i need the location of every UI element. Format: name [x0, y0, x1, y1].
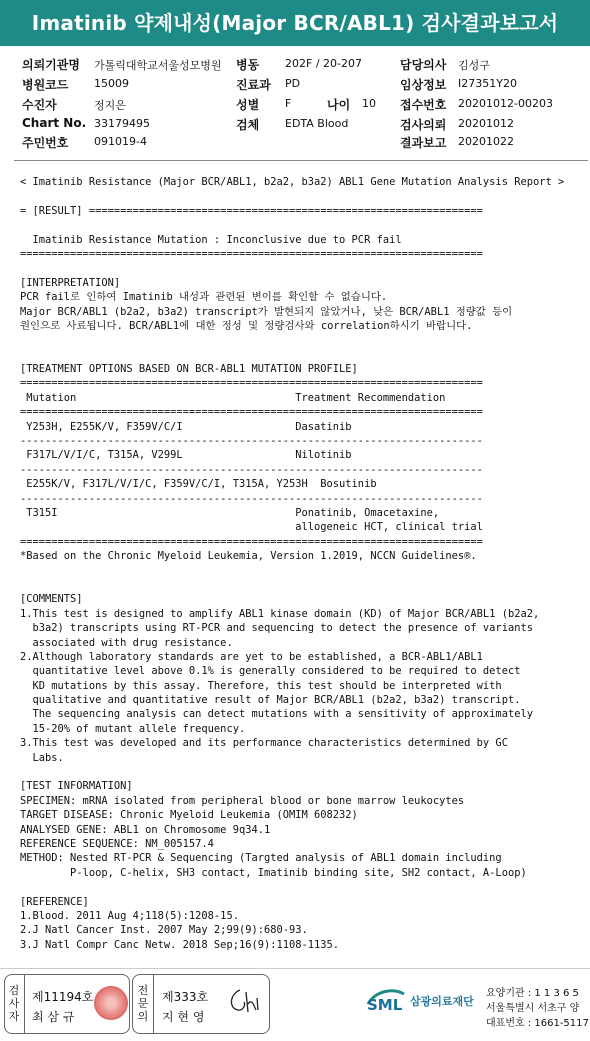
report-line: ========================================================================== — [20, 377, 483, 390]
report-line: ========================================================================== — [20, 406, 483, 419]
header-value: 20201012-00203 — [458, 97, 553, 110]
header-label: 수진자 — [22, 98, 57, 112]
report-line: The sequencing analysis can detect mutations with a sensitivity of approximately — [20, 708, 533, 721]
specialist-license: 제333호 — [162, 990, 209, 1004]
phone-number: 대표번호 : 1661-5117 — [486, 1018, 589, 1029]
report-line: ========================================================================== — [20, 535, 483, 548]
report-line: allogeneic HCT, clinical trial — [20, 521, 483, 534]
report-body — [20, 175, 580, 952]
divider — [153, 975, 154, 1033]
report-line: P-loop, C-helix, SH3 contact, Imatinib binding site, SH2 contact, A-Loop) — [20, 866, 527, 879]
report-line: 15-20% of mutant allele frequency. — [20, 722, 246, 735]
header-label: 접수번호 — [400, 98, 447, 112]
report-line: REFERENCE SEQUENCE: NM_005157.4 — [20, 837, 214, 850]
report-line: [TREATMENT OPTIONS BASED ON BCR-ABL1 MUTATION PROFILE] — [20, 363, 358, 376]
report-line: 1.This test is designed to amplify ABL1 kinase domain (KD) of Major BCR/ABL1 (b2a2, — [20, 607, 540, 620]
header-label: 담당의사 — [400, 58, 447, 72]
report-line — [20, 333, 580, 347]
report-line — [20, 218, 580, 232]
specialist-name: 지 현 영 — [162, 1010, 205, 1024]
report-line: Y253H, E255K/V, F359V/C/I Dasatinib — [20, 420, 352, 433]
report-title: Imatinib 약제내성(Major BCR/ABL1) 검사결과보고서 — [0, 0, 590, 46]
report-line: PCR fail로 인하여 Imatinib 내성과 관련된 변이를 확인할 수 없습니다. — [20, 291, 388, 304]
header-divider — [14, 160, 588, 161]
header-label: 성별 — [236, 98, 260, 112]
report-line — [20, 578, 580, 592]
report-line: F317L/V/I/C, T315A, V299L Nilotinib — [20, 449, 352, 462]
report-line: quantitative level above 0.1% is generally considered to be required to detect — [20, 665, 521, 678]
report-line: 원인으로 사료됩니다. BCR/ABL1에 대한 정성 및 정량검사와 correlation하시기 바랍니다. — [20, 319, 473, 332]
report-line — [20, 564, 580, 578]
report-line: [TEST INFORMATION] — [20, 780, 133, 793]
report-line — [20, 348, 580, 362]
report-line: Mutation Treatment Recommendation — [20, 391, 446, 404]
report-line: [REFERENCE] — [20, 895, 89, 908]
report-line: 1.Blood. 2011 Aug 4;118(5):1208-15. — [20, 909, 239, 922]
report-line — [20, 880, 580, 894]
report-line: qualitative and quantitative result of Major BCR/ABL1 (b2a2, b3a2) transcript. — [20, 694, 521, 707]
header-value: 20201022 — [458, 135, 514, 148]
report-line: 2.J Natl Cancer Inst. 2007 May 2;99(9):680-93. — [20, 924, 308, 937]
header-value: 091019-4 — [94, 135, 147, 148]
report-line: SPECIMEN: mRNA isolated from peripheral blood or bone marrow leukocytes — [20, 794, 465, 807]
header-value: 33179495 — [94, 117, 150, 130]
header-value: 10 — [362, 97, 376, 110]
examiner-license: 제11194호 — [32, 990, 94, 1004]
report-line: Labs. — [20, 751, 64, 764]
report-line: *Based on the Chronic Myeloid Leukemia, Version 1.2019, NCCN Guidelines®. — [20, 550, 477, 563]
report-line: Major BCR/ABL1 (b2a2, b3a2) transcript가 발현되지 않았거나, 낮은 BCR/ABL1 정량값 등이 — [20, 305, 513, 318]
report-line: E255K/V, F317L/V/I/C, F359V/C/I, T315A, Y253H Bosutinib — [20, 478, 377, 491]
header-value: PD — [285, 77, 301, 90]
report-line: Imatinib Resistance Mutation : Inconclusive due to PCR fail — [20, 233, 402, 246]
header-label: 나이 — [327, 98, 351, 112]
org-name: 삼광의료재단 — [410, 995, 474, 1008]
logo-text: SML — [367, 996, 403, 1012]
report-line: 2.Although laboratory standards are yet to be established, a BCR-ABL1/ABL1 — [20, 650, 483, 663]
header-value: 가톨릭대학교서울성모병원 — [94, 59, 222, 72]
seal-stamp — [94, 986, 128, 1020]
header-label: 주민번호 — [22, 136, 69, 150]
header-label: 결과보고 — [400, 136, 447, 150]
signature — [224, 986, 260, 1018]
header-value: 정지은 — [94, 99, 126, 112]
report-line: = [RESULT] =============================================================== — [20, 204, 483, 217]
report-line — [20, 261, 580, 275]
report-line: ========================================================================== — [20, 247, 483, 260]
header-value: 김성구 — [458, 59, 490, 72]
header-label: 검체 — [236, 118, 260, 132]
header-label: 임상정보 — [400, 78, 447, 92]
header-label: 의뢰기관명 — [22, 58, 80, 72]
report-line — [20, 189, 580, 203]
header-label: 병동 — [236, 58, 260, 72]
header-label: 검사의뢰 — [400, 118, 447, 132]
report-line: -------------------------------------------------------------------------- — [20, 435, 483, 448]
header-label: 진료과 — [236, 78, 271, 92]
report-line: associated with drug resistance. — [20, 636, 233, 649]
report-line: [INTERPRETATION] — [20, 276, 121, 289]
report-line: T315I Ponatinib, Omacetaxine, — [20, 506, 440, 519]
report-line: [COMMENTS] — [20, 593, 83, 606]
report-line: 3.This test was developed and its performance characteristics determined by GC — [20, 737, 508, 750]
header-value: EDTA Blood — [285, 117, 349, 130]
report-line: -------------------------------------------------------------------------- — [20, 463, 483, 476]
report-line: METHOD: Nested RT-PCR & Sequencing (Targted analysis of ABL1 domain including — [20, 852, 502, 865]
examiner-vertical-label: 검사자 — [8, 984, 20, 1023]
specialist-vertical-label: 전문의 — [137, 984, 149, 1023]
header-value: 20201012 — [458, 117, 514, 130]
divider — [24, 975, 25, 1033]
sml-logo-icon — [366, 986, 406, 1012]
header-value: 15009 — [94, 77, 129, 90]
report-line: 3.J Natl Compr Canc Netw. 2018 Sep;16(9):1108-1135. — [20, 938, 340, 951]
header-value: I27351Y20 — [458, 77, 517, 90]
header-label: Chart No. — [22, 116, 87, 130]
report-line: TARGET DISEASE: Chronic Myeloid Leukemia (OMIM 608232) — [20, 809, 358, 822]
institution-code: 요양기관 : 1 1 3 6 5 — [486, 988, 579, 999]
address: 서울특별시 서초구 양 — [486, 1003, 580, 1014]
report-line: ANALYSED GENE: ABL1 on Chromosome 9q34.1 — [20, 823, 271, 836]
report-line — [20, 765, 580, 779]
header-value: 202F / 20-207 — [285, 57, 362, 70]
header-label: 병원코드 — [22, 78, 69, 92]
report-line: KD mutations by this assay. Therefore, this test should be interpreted with — [20, 679, 502, 692]
report-line: b3a2) transcripts using RT-PCR and sequencing to detect the presence of variants — [20, 622, 533, 635]
header-value: F — [285, 97, 292, 110]
report-line: -------------------------------------------------------------------------- — [20, 492, 483, 505]
examiner-name: 최 삼 규 — [32, 1010, 75, 1024]
report-line: < Imatinib Resistance (Major BCR/ABL1, b2a2, b3a2) ABL1 Gene Mutation Analysis Report > — [20, 176, 565, 188]
